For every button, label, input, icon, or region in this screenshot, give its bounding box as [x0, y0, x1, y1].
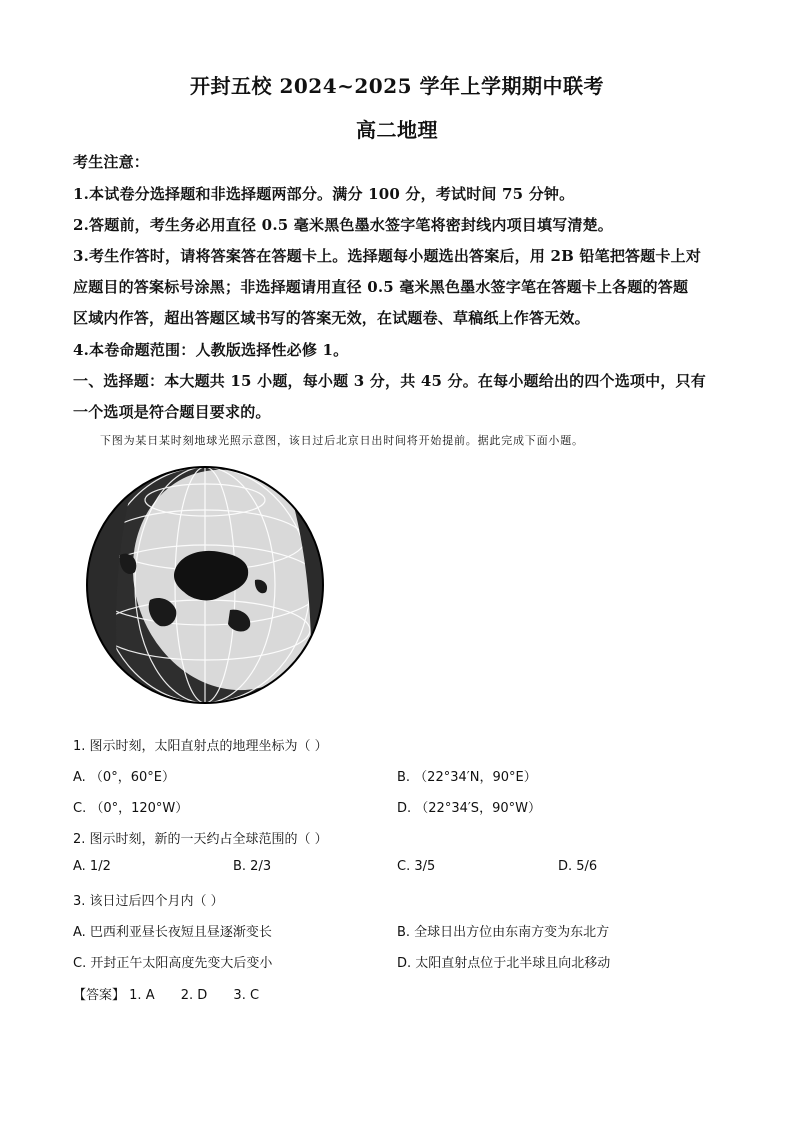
question-3-option-d[interactable]: D. 太阳直射点位于北半球且向北移动 [397, 956, 611, 971]
exam-title: 开封五校 2024~2025 学年上学期期中联考 [189, 74, 604, 98]
question-1-stem: 1. 图示时刻，太阳直射点的地理坐标为（ ） [73, 739, 328, 754]
question-3-stem: 3. 该日过后四个月内（ ） [73, 894, 224, 909]
question-2-option-a[interactable]: A. 1/2 [73, 859, 111, 874]
question-intro: 下图为某日某时刻地球光照示意图，该日过后北京日出时间将开始提前。据此完成下面小题。 [100, 434, 584, 447]
section-instruction-1: 一、选择题：本大题共 15 小题，每小题 3 分，共 45 分。在每小题给出的四个选项中，只有 [73, 372, 706, 390]
question-3-option-c[interactable]: C. 开封正午太阳高度先变大后变小 [73, 956, 273, 971]
earth-illumination-figure [80, 460, 330, 710]
notice-item-2: 2.答题前，考生务必用直径 0.5 毫米黑色墨水签字笔将密封线内项目填写清楚。 [73, 216, 614, 234]
answer-line [73, 984, 259, 1003]
question-2-option-c[interactable]: C. 3/5 [397, 859, 436, 874]
question-1-option-b[interactable]: B. （22°34′N，90°E） [397, 770, 537, 785]
exam-subject: 高二地理 [356, 118, 438, 142]
notice-heading: 考生注意： [73, 153, 150, 171]
question-1-option-a[interactable]: A. （0°，60°E） [73, 770, 175, 785]
answer-1: 1. A [129, 988, 155, 1003]
question-1-option-d[interactable]: D. （22°34′S，90°W） [397, 801, 541, 816]
question-3-option-a[interactable]: A. 巴西利亚昼长夜短且昼逐渐变长 [73, 925, 272, 940]
answer-2: 2. D [180, 988, 208, 1003]
notice-item-3: 3.考生作答时，请将答案答在答题卡上。选择题每小题选出答案后，用 2B 铅笔把答题卡上对 [73, 247, 702, 265]
answer-label: 【答案】 [73, 988, 126, 1003]
question-2-option-b[interactable]: B. 2/3 [233, 859, 272, 874]
notice-item-4: 4.本卷命题范围：人教版选择性必修 1。 [73, 341, 349, 359]
question-2-stem: 2. 图示时刻，新的一天约占全球范围的（ ） [73, 832, 328, 847]
section-instruction-2: 一个选项是符合题目要求的。 [73, 403, 271, 421]
question-1-option-c[interactable]: C. （0°，120°W） [73, 801, 189, 816]
notice-item-1: 1.本试卷分选择题和非选择题两部分。满分 100 分，考试时间 75 分钟。 [73, 185, 575, 203]
notice-item-3-cont-2: 区域内作答，超出答题区域书写的答案无效，在试题卷、草稿纸上作答无效。 [73, 309, 590, 327]
question-2-option-d[interactable]: D. 5/6 [558, 859, 598, 874]
answer-3: 3. C [233, 988, 260, 1003]
question-3-option-b[interactable]: B. 全球日出方位由东南方变为东北方 [397, 925, 610, 940]
notice-item-3-cont-1: 应题目的答案标号涂黑；非选择题请用直径 0.5 毫米黑色墨水签字笔在答题卡上各题的答题 [73, 278, 689, 296]
